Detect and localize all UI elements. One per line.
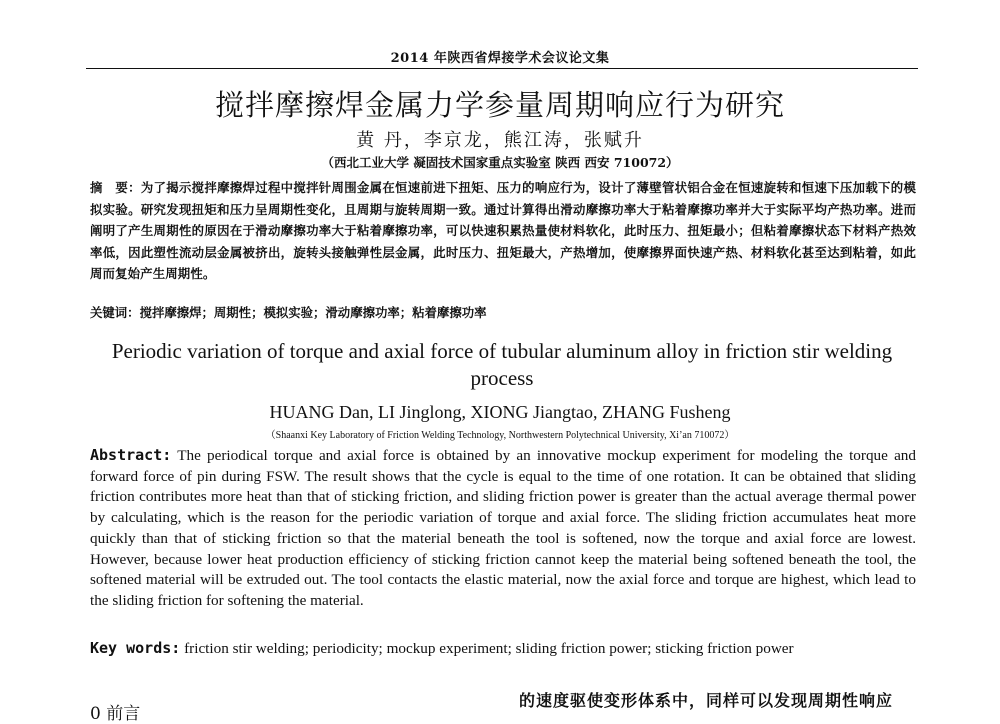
- right-column-text: 的速度驱使变形体系中，同样可以发现周期性响应: [519, 691, 894, 710]
- chinese-abstract: [90, 177, 916, 285]
- chinese-keywords: [90, 304, 916, 322]
- section-heading: 0 前言: [90, 704, 141, 724]
- chinese-abstract-text: 为了揭示搅拌摩擦焊过程中搅拌针周围金属在恒速前进下扭矩、压力的响应行为，设计了薄壁管状铝合金在恒速旋转和恒速下压加载下的模拟实验。研究发现扭矩和压力呈周期性变化，且周期与旋转周期一致。通过计算得出滑动摩擦功率大于粘着摩擦功率并大于实际平均产热功率。进而阐明了产生周期性的原因在于滑动摩擦功率大于粘着摩擦功率，可以快速积累热量使材料软化，此时压力、扭矩最小；但粘着摩擦状态下材料产热效率低，因此塑性流动层金属被挤出，旋转头接触弹性层金属，此时压力、扭矩最大，产热增加，使摩擦界面快速产热、材料软化甚至达到粘着，如此周而复始产生周期性。: [90, 180, 916, 281]
- chinese-keywords-text: 搅拌摩擦焊；周期性；模拟实验；滑动摩擦功率；粘着摩擦功率: [139, 305, 487, 320]
- english-keywords-label: Key words:: [90, 639, 181, 657]
- running-header: 2014 年陕西省焊接学术会议论文集: [390, 51, 610, 66]
- english-keywords: [90, 638, 916, 659]
- english-title: Periodic variation of torque and axial force of tubular aluminum alloy in friction stir welding process: [111, 339, 893, 390]
- english-keywords-text: friction stir welding; periodicity; mockup experiment; sliding friction power; sticking friction power: [184, 640, 794, 657]
- chinese-authors: 黄 丹，李京龙，熊江涛，张赋升: [356, 130, 644, 151]
- english-affiliation: （Shaanxi Key Laboratory of Friction Welding Technology, Northwestern Polytechnical University, Xi’an 710072）: [265, 430, 735, 441]
- chinese-abstract-label: 摘 要：: [90, 180, 141, 195]
- chinese-title: 搅拌摩擦焊金属力学参量周期响应行为研究: [214, 88, 785, 122]
- english-abstract: [90, 445, 916, 612]
- english-abstract-text: The periodical torque and axial force is obtained by an innovative mockup experiment for modeling the torque and forward force of pin during FSW. The result shows that the cycle is equal to the time of one rotation. It can be obtained that sliding friction contributes more heat than that of sticking friction, and sliding friction power is greater than the actual average thermal power by calculating, which is the reason for the periodic variation of torque and axial force. The sliding friction accumulates heat more quickly than that of sticking friction so that the material beneath the tool is softened, now the torque and axial force are lowest. However, because lower heat production efficiency of sticking friction cannot keep the material being softened beneath the tool, the softened material will be extruded out. The tool contacts the elastic material, now the axial force and torque are highest, which lead to the sliding friction for softening the material.: [90, 447, 916, 609]
- english-authors: HUANG Dan, LI Jinglong, XIONG Jiangtao, ZHANG Fusheng: [269, 402, 731, 422]
- chinese-keywords-label: 关键词：: [90, 305, 140, 320]
- chinese-affiliation: （西北工业大学 凝固技术国家重点实验室 陕西 西安 710072）: [321, 155, 679, 170]
- header-rule: [86, 68, 918, 69]
- english-abstract-label: Abstract:: [90, 446, 172, 464]
